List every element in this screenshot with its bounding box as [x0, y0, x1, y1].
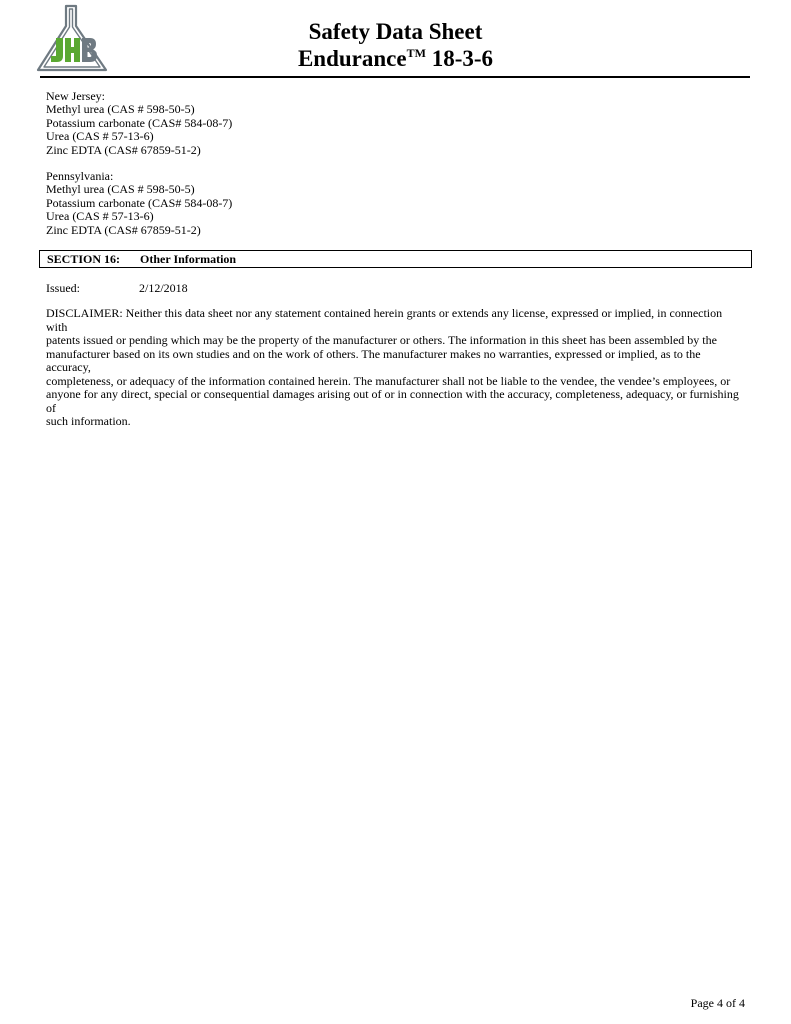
issued-date: 2/12/2018 [139, 281, 188, 295]
state-list-pennsylvania [46, 170, 232, 237]
list-item: Methyl urea (CAS # 598-50-5) [46, 182, 195, 197]
product-title [0, 45, 791, 73]
list-item: Zinc EDTA (CAS# 67859-51-2) [46, 142, 201, 157]
page-number: Page 4 of 4 [690, 996, 745, 1010]
issued-label: Issued: [46, 281, 80, 295]
product-grade: 18-3-6 [431, 46, 494, 71]
disclaimer-text: DISCLAIMER: Neither this data sheet nor any statement contained herein grants or extends any license, expressed or implied, in connection with patents issued or pending which may be the property of the manufacturer or others. The information in this sheet has been assembled by the manufacturer based on its own studies and on the work of others. The manufacturer makes no warranties, expressed or implied, as to the accuracy, completeness, or adequacy of the information contained herein. The manufacturer shall not be liable to the vendee, the vendee’s employees, or anyone for any direct, special or consequential damages arising out of or in connection with the accuracy, completeness, adequacy, or furnishing of such information. [46, 306, 739, 428]
list-item: Urea (CAS # 57-13-6) [46, 209, 154, 224]
list-item: Urea (CAS # 57-13-6) [46, 129, 154, 144]
list-item: Zinc EDTA (CAS# 67859-51-2) [46, 222, 201, 237]
list-item: Methyl urea (CAS # 598-50-5) [46, 102, 195, 117]
state-heading: New Jersey: [46, 89, 105, 103]
trademark-symbol: TM [406, 46, 426, 60]
document-title: Safety Data Sheet [308, 19, 483, 44]
section-number: SECTION 16: [47, 252, 121, 266]
list-item: Potassium carbonate (CAS# 584-08-7) [46, 195, 233, 210]
section-16-header [39, 250, 752, 268]
product-name: Endurance [297, 46, 407, 71]
header-divider [40, 76, 750, 78]
list-item: Potassium carbonate (CAS# 584-08-7) [46, 115, 233, 130]
state-heading: Pennsylvania: [46, 169, 114, 183]
state-list-new-jersey [46, 90, 232, 157]
section-title: Other Information [140, 252, 237, 266]
